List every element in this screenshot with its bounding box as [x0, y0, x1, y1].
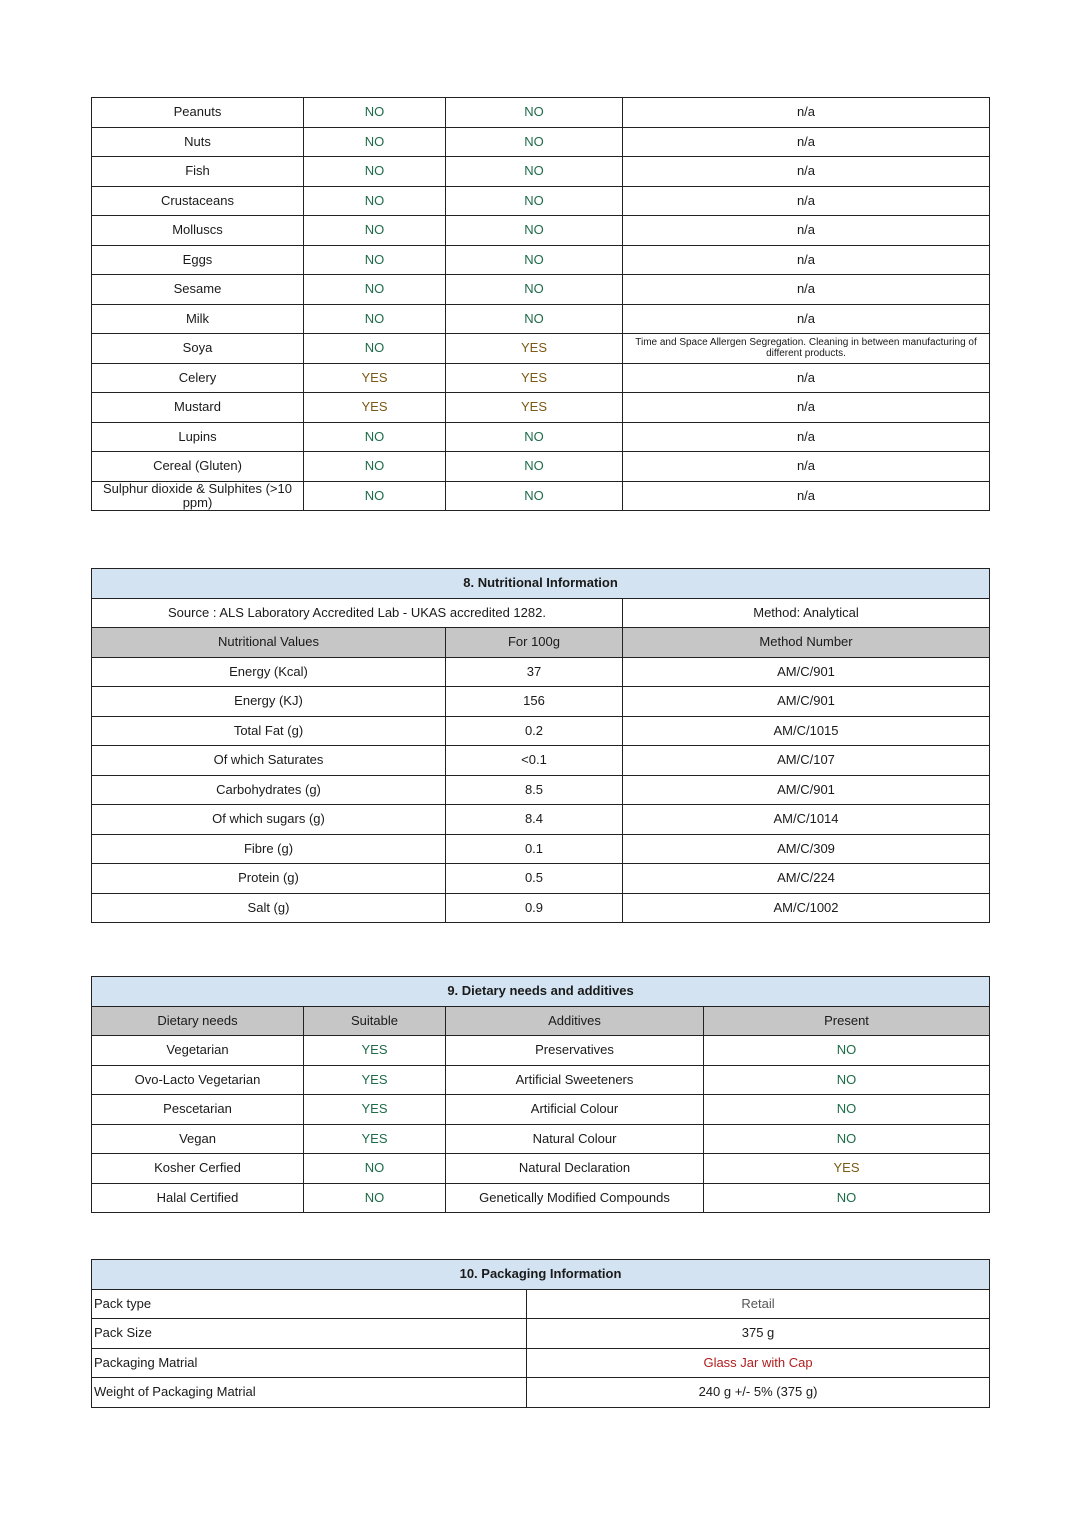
dietary-suitable: YES	[304, 1124, 446, 1154]
table-row	[92, 98, 990, 128]
allergen-name: Crustaceans	[92, 186, 304, 216]
nutrient-method: AM/C/107	[623, 746, 990, 776]
table-row	[92, 864, 990, 894]
allergen-name: Cereal (Gluten)	[92, 452, 304, 482]
allergen-c1: NO	[304, 127, 446, 157]
allergen-note: n/a	[623, 422, 990, 452]
nutrient-name: Carbohydrates (g)	[92, 775, 446, 805]
nutrient-name: Of which sugars (g)	[92, 805, 446, 835]
nutrient-value: 0.1	[446, 834, 623, 864]
allergen-name: Peanuts	[92, 98, 304, 128]
table-row	[92, 304, 990, 334]
allergen-c2: YES	[446, 363, 623, 393]
allergen-c2: YES	[446, 393, 623, 423]
section-header	[92, 1260, 990, 1290]
allergen-note: n/a	[623, 481, 990, 511]
nutrient-name: Fibre (g)	[92, 834, 446, 864]
allergen-c1: NO	[304, 98, 446, 128]
nutrient-name: Energy (KJ)	[92, 687, 446, 717]
dietary-need: Vegetarian	[92, 1036, 304, 1066]
allergen-c1: NO	[304, 186, 446, 216]
table-row	[92, 1036, 990, 1066]
allergen-name: Fish	[92, 157, 304, 187]
additive-name: Natural Declaration	[446, 1154, 704, 1184]
allergen-c1: YES	[304, 363, 446, 393]
allergen-note: n/a	[623, 393, 990, 423]
additive-name: Natural Colour	[446, 1124, 704, 1154]
nutrient-value: <0.1	[446, 746, 623, 776]
allergen-note: n/a	[623, 127, 990, 157]
dietary-suitable: NO	[304, 1154, 446, 1184]
table-row	[92, 363, 990, 393]
nutrient-name: Of which Saturates	[92, 746, 446, 776]
additive-present: NO	[704, 1095, 990, 1125]
table-row	[92, 805, 990, 835]
allergen-c1: NO	[304, 334, 446, 364]
allergen-note: n/a	[623, 304, 990, 334]
nutrient-value: 0.9	[446, 893, 623, 923]
dietary-suitable: YES	[304, 1095, 446, 1125]
allergen-note: n/a	[623, 363, 990, 393]
table-row	[92, 1124, 990, 1154]
table-row	[92, 393, 990, 423]
section-header	[92, 977, 990, 1007]
dietary-suitable: YES	[304, 1065, 446, 1095]
nutrient-value: 37	[446, 657, 623, 687]
additive-present: NO	[704, 1183, 990, 1213]
nutrition-method: Method: Analytical	[623, 598, 990, 628]
dietary-need: Halal Certified	[92, 1183, 304, 1213]
table-row	[92, 1183, 990, 1213]
allergen-c1: NO	[304, 157, 446, 187]
allergen-c2: NO	[446, 452, 623, 482]
nutrient-value: 8.5	[446, 775, 623, 805]
allergen-note: n/a	[623, 275, 990, 305]
additive-name: Genetically Modified Compounds	[446, 1183, 704, 1213]
packaging-label: Weight of Packaging Matrial	[92, 1378, 527, 1408]
table-row	[92, 1378, 990, 1408]
allergen-table	[91, 97, 990, 511]
nutrient-method: AM/C/309	[623, 834, 990, 864]
allergen-c1: NO	[304, 245, 446, 275]
additive-present: NO	[704, 1065, 990, 1095]
allergen-c1: NO	[304, 275, 446, 305]
table-row	[92, 216, 990, 246]
additive-present: NO	[704, 1124, 990, 1154]
allergen-c2: NO	[446, 186, 623, 216]
allergen-c2: NO	[446, 481, 623, 511]
table-row	[92, 186, 990, 216]
allergen-name: Sesame	[92, 275, 304, 305]
table-row	[92, 657, 990, 687]
allergen-c2: NO	[446, 422, 623, 452]
packaging-label: Pack type	[92, 1289, 527, 1319]
allergen-c2: NO	[446, 127, 623, 157]
column-header: Additives	[446, 1006, 704, 1036]
table-row	[92, 1289, 990, 1319]
dietary-title: 9. Dietary needs and additives	[92, 977, 990, 1007]
column-header: Method Number	[623, 628, 990, 658]
section-header	[92, 569, 990, 599]
nutrient-method: AM/C/1014	[623, 805, 990, 835]
packaging-value: 375 g	[527, 1319, 990, 1349]
dietary-need: Kosher Cerfied	[92, 1154, 304, 1184]
additive-name: Artificial Colour	[446, 1095, 704, 1125]
column-header: Nutritional Values	[92, 628, 446, 658]
nutrient-method: AM/C/901	[623, 687, 990, 717]
allergen-note: n/a	[623, 157, 990, 187]
table-row	[92, 452, 990, 482]
table-row	[92, 245, 990, 275]
allergen-name: Milk	[92, 304, 304, 334]
allergen-c2: NO	[446, 304, 623, 334]
table-row	[92, 481, 990, 511]
allergen-c1: NO	[304, 304, 446, 334]
table-row	[92, 1154, 990, 1184]
table-row	[92, 1095, 990, 1125]
packaging-table	[91, 1259, 990, 1408]
packaging-value: 240 g +/- 5% (375 g)	[527, 1378, 990, 1408]
allergen-note: n/a	[623, 245, 990, 275]
allergen-c1: YES	[304, 393, 446, 423]
nutrient-method: AM/C/1015	[623, 716, 990, 746]
nutrient-value: 0.2	[446, 716, 623, 746]
nutrient-value: 8.4	[446, 805, 623, 835]
dietary-need: Ovo-Lacto Vegetarian	[92, 1065, 304, 1095]
nutrient-name: Protein (g)	[92, 864, 446, 894]
table-row	[92, 746, 990, 776]
allergen-note: n/a	[623, 98, 990, 128]
allergen-name: Celery	[92, 363, 304, 393]
source-row	[92, 598, 990, 628]
allergen-note: Time and Space Allergen Segregation. Cleaning in between manufacturing of different products.	[623, 334, 990, 364]
dietary-table	[91, 976, 990, 1213]
nutrient-value: 156	[446, 687, 623, 717]
allergen-note: n/a	[623, 216, 990, 246]
table-row	[92, 834, 990, 864]
nutrient-name: Total Fat (g)	[92, 716, 446, 746]
allergen-note: n/a	[623, 452, 990, 482]
packaging-title: 10. Packaging Information	[92, 1260, 990, 1290]
table-row	[92, 275, 990, 305]
column-header: For 100g	[446, 628, 623, 658]
additive-name: Preservatives	[446, 1036, 704, 1066]
column-header: Dietary needs	[92, 1006, 304, 1036]
table-row	[92, 687, 990, 717]
table-row	[92, 334, 990, 364]
column-header: Present	[704, 1006, 990, 1036]
column-header-row	[92, 1006, 990, 1036]
table-row	[92, 422, 990, 452]
column-header-row	[92, 628, 990, 658]
packaging-value: Glass Jar with Cap	[527, 1348, 990, 1378]
nutrition-table	[91, 568, 990, 923]
table-row	[92, 1319, 990, 1349]
allergen-name: Sulphur dioxide & Sulphites (>10 ppm)	[92, 481, 304, 511]
allergen-name: Eggs	[92, 245, 304, 275]
nutrient-method: AM/C/901	[623, 657, 990, 687]
allergen-name: Lupins	[92, 422, 304, 452]
allergen-c2: NO	[446, 157, 623, 187]
nutrient-method: AM/C/1002	[623, 893, 990, 923]
packaging-value: Retail	[527, 1289, 990, 1319]
additive-present: NO	[704, 1036, 990, 1066]
allergen-c2: YES	[446, 334, 623, 364]
allergen-name: Mustard	[92, 393, 304, 423]
table-row	[92, 1348, 990, 1378]
dietary-need: Vegan	[92, 1124, 304, 1154]
table-row	[92, 775, 990, 805]
nutrient-method: AM/C/901	[623, 775, 990, 805]
allergen-c1: NO	[304, 216, 446, 246]
allergen-name: Nuts	[92, 127, 304, 157]
packaging-label: Pack Size	[92, 1319, 527, 1349]
dietary-suitable: YES	[304, 1036, 446, 1066]
nutrient-method: AM/C/224	[623, 864, 990, 894]
nutrition-source: Source : ALS Laboratory Accredited Lab - UKAS accredited 1282.	[92, 598, 623, 628]
allergen-c2: NO	[446, 275, 623, 305]
table-row	[92, 893, 990, 923]
allergen-name: Molluscs	[92, 216, 304, 246]
allergen-c1: NO	[304, 422, 446, 452]
table-row	[92, 1065, 990, 1095]
allergen-c1: NO	[304, 452, 446, 482]
packaging-label: Packaging Matrial	[92, 1348, 527, 1378]
nutrient-name: Energy (Kcal)	[92, 657, 446, 687]
table-row	[92, 127, 990, 157]
dietary-need: Pescetarian	[92, 1095, 304, 1125]
allergen-c2: NO	[446, 216, 623, 246]
allergen-c2: NO	[446, 98, 623, 128]
allergen-name: Soya	[92, 334, 304, 364]
dietary-suitable: NO	[304, 1183, 446, 1213]
nutrition-title: 8. Nutritional Information	[92, 569, 990, 599]
additive-present: YES	[704, 1154, 990, 1184]
additive-name: Artificial Sweeteners	[446, 1065, 704, 1095]
column-header: Suitable	[304, 1006, 446, 1036]
nutrient-name: Salt (g)	[92, 893, 446, 923]
allergen-c2: NO	[446, 245, 623, 275]
table-row	[92, 157, 990, 187]
nutrient-value: 0.5	[446, 864, 623, 894]
table-row	[92, 716, 990, 746]
allergen-c1: NO	[304, 481, 446, 511]
allergen-note: n/a	[623, 186, 990, 216]
